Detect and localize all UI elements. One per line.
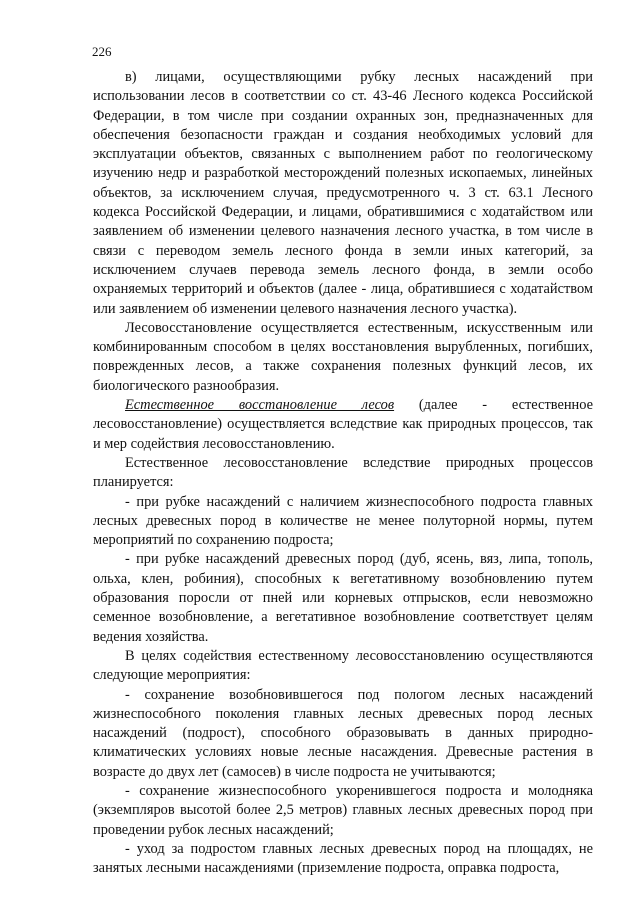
list-item-undergrowth-felling: - при рубке насаждений с наличием жизнеспособного подроста главных лесных древесных пород в количестве не менее полуторной нормы, путем мероприятий по сохранению подроста; xyxy=(93,493,593,549)
list-item-preserve-undergrowth: - сохранение возобновившегося под пологом лесных насаждений жизнеспособного поколения главных лесных древесных пород лесных насаждений (подрост), способного образовывать в данных природно-климатических условиях новые лесные насаждения. Древесные растения в возрасте до двух лет (самосев) в числе подроста не учитываются; xyxy=(93,686,593,780)
paragraph-natural-planned: Естественное лесовосстановление вследствие природных процессов планируется: xyxy=(93,454,593,491)
paragraph-natural-restoration xyxy=(93,396,593,454)
paragraph-natural-restoration-text: (далее - естественное лесовосстановление) осуществляется вследствие как природных процессов, так и мер содействия лесовосстановлению. xyxy=(93,397,593,452)
list-item-undergrowth-care: - уход за подростом главных лесных древесных пород на площадях, не занятых лесными насаждениями (приземление подроста, оправка подроста, xyxy=(93,840,593,877)
paragraph-persons-felling: в) лицами, осуществляющими рубку лесных насаждений при использовании лесов в соответствии со ст. 43-46 Лесного кодекса Российской Федерации, в том числе при создании охранных зон, предназначенных для обеспечения безопасности граждан и создания необходимых условий для эксплуатации объектов, связанных с выполнением работ по геологическому изучению недр и разработкой месторождений полезных ископаемых, линейных объектов, за исключением случая, предусмотренного ч. 3 ст. 63.1 Лесного кодекса Российской Федерации, и лицами, обратившимися с ходатайством или заявлением об изменении целевого назначения лесного участка, в том числе в связи с переводом земель лесного фонда в земли иных категорий, за исключением случаев перевода земель лесного фонда, в земли особо охраняемых территорий и объектов (далее - лица, обратившиеся с ходатайством или заявлением об изменении целевого назначения лесного участка). xyxy=(93,69,593,317)
paragraph-reforestation-methods: Лесовосстановление осуществляется естественным, искусственным или комбинированным способом в целях восстановления вырубленных, погибших, поврежденных лесов, а также сохранения полезных функций лесов, их биологического разнообразия. xyxy=(93,319,593,394)
page-number: 226 xyxy=(92,44,112,59)
body-text xyxy=(93,68,593,878)
paragraph-assistance-measures: В целях содействия естественному лесовосстановлению осуществляются следующие мероприятия: xyxy=(93,647,593,684)
term-natural-restoration: Естественное восстановление лесов xyxy=(125,397,395,414)
list-item-vegetative-renewal: - при рубке насаждений древесных пород (дуб, ясень, вяз, липа, тополь, ольха, клен, робиния), способных к вегетативному возобновлению путем образования поросли от пней или корневых отпрысков, если невозможно семенное возобновление, а вегетативное возобновление соответствует целям ведения хозяйства. xyxy=(93,551,593,645)
list-item-preserve-young-growth: - сохранение жизнеспособного укоренившегося подроста и молодняка (экземпляров высотой более 2,5 метров) главных лесных древесных пород при проведении рубок лесных насаждений; xyxy=(93,782,593,838)
